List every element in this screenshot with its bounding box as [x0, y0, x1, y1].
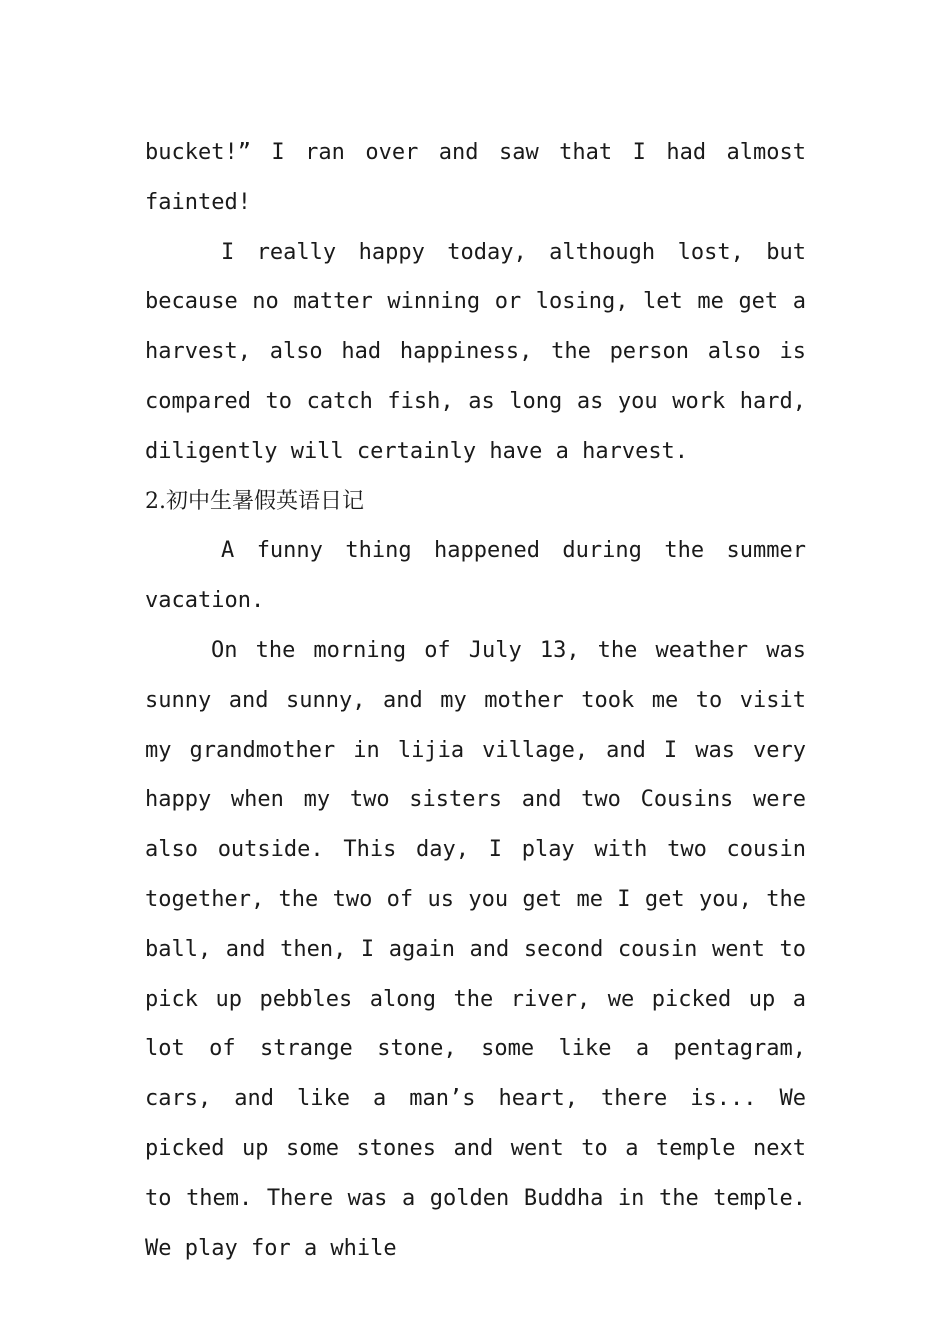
paragraph-bucket-fainted: bucket!” I ran over and saw that I had almost fainted! [145, 140, 806, 215]
paragraph-july-13: On the morning of July 13, the weather was sunny and sunny, and my mother took me to visit my grandmother in lijia village, and I was very happy when my two sisters and two Cousins were also outside. This day, I play with two cousin together, the two of us you get me I get you, the ball, and then, I again and second cousin went to pick up pebbles along the river, we picked up a lot of strange stone, some like a pentagram, cars, and like a man’s heart, there is... We picked up some stones and went to a temple next to them. There was a golden Buddha in the temple. We play for a while [145, 637, 806, 1261]
section-heading: 2.初中生暑假英语日记 [145, 488, 364, 514]
document-body [145, 128, 806, 1273]
paragraph-happy-today: I really happy today, although lost, but because no matter winning or losing, let me get a harvest, also had happiness, the person also is compared to catch fish, as long as you work hard, diligently will certainly have a harvest. [145, 239, 806, 464]
paragraph-funny-thing: A funny thing happened during the summer vacation. [145, 538, 806, 614]
